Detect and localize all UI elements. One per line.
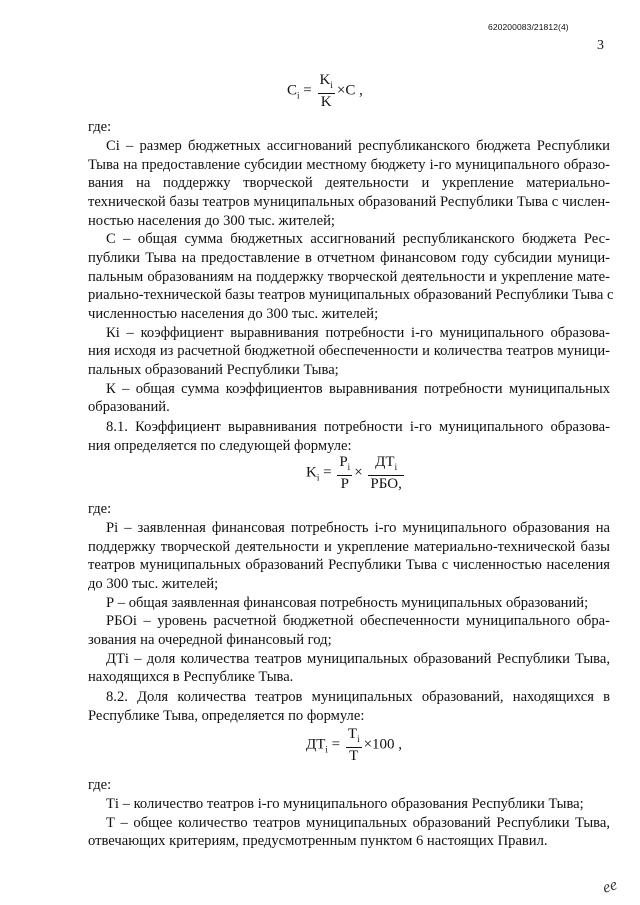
text-line: пальным образованиям на поддержку творческой деятельности и укрепление мате- [88, 269, 610, 285]
text-line: Тi – количество театров i-го муниципального образования Республики Тыва; [106, 796, 584, 812]
formula-term: ДТ [306, 736, 326, 753]
handwritten-mark: ее [600, 876, 620, 897]
text-line: пальных образований Республики Тыва; [88, 362, 339, 378]
text-line: РБОi – уровень расчетной бюджетной обеспеченности муниципального обра- [106, 613, 610, 629]
formula-fraction [368, 454, 403, 492]
text-line: где: [88, 501, 112, 517]
formula-ci [287, 72, 363, 110]
text-line: С – общая сумма бюджетных ассигнований республиканского бюджета Рес- [106, 231, 610, 247]
text-line: Кi – коэффициент выравнивания потребности i-го муниципального образова- [106, 325, 610, 341]
formula-term: P [340, 476, 349, 492]
text-line: 8.1. Коэффициент выравнивания потребности i-го муниципального образова- [106, 419, 610, 435]
formula-term: ×C , [336, 82, 363, 99]
formula-term: ×100 , [363, 736, 403, 753]
text-line: Р – общая заявленная финансовая потребность муниципальных образований; [106, 595, 589, 611]
formula-term: K [306, 464, 317, 481]
text-line: технической базы театров муниципальных образований Республики Тыва с числен- [88, 194, 610, 210]
text-line: поддержку творческой деятельности и укрепление материально-технической базы [88, 539, 610, 555]
formula-subscript: i [357, 734, 360, 744]
text-line: театров муниципальных образований Республики Тыва с численностью населения [88, 557, 610, 573]
formula-times: × [354, 464, 363, 481]
text-line: где: [88, 119, 112, 135]
text-line: вания на поддержку творческой деятельности и укрепление материально- [88, 175, 610, 191]
document-code: 620200083/21812(4) [488, 22, 569, 32]
text-line: ния определяется по следующей формуле: [88, 438, 352, 454]
formula-term: K [320, 94, 332, 110]
formula-term: P [339, 454, 348, 470]
text-line: К – общая сумма коэффициентов выравнивания потребности муниципальных [106, 381, 610, 397]
formula-subscript: i [330, 80, 333, 90]
text-line: публики Тыва на предоставление в отчетном финансовом году субсидии муници- [88, 250, 610, 266]
text-line: ностью населения до 300 тыс. жителей; [88, 213, 335, 229]
formula-subscript: i [347, 462, 351, 472]
text-line: до 300 тыс. жителей; [88, 576, 219, 592]
formula-fraction [346, 726, 362, 764]
text-line: Тыва на предоставление субсидии местному бюджету i-го муниципального образо- [88, 157, 610, 173]
text-line: образований. [88, 399, 170, 415]
formula-subscript: i [325, 744, 328, 755]
formula-term: K [319, 72, 331, 88]
text-line: численностью населения до 300 тыс. жителей; [88, 306, 379, 322]
formula-subscript: i [394, 462, 398, 472]
formula-ki [306, 454, 406, 492]
formula-fraction [318, 72, 335, 110]
formula-equals: = [323, 464, 332, 481]
text-line: ния исходя из расчетной бюджетной обеспеченности и количества театров муници- [88, 343, 610, 359]
text-line: Т – общее количество театров муниципальных образований Республики Тыва, [106, 815, 610, 831]
page-number: 3 [597, 38, 604, 53]
formula-term: Т [347, 726, 358, 742]
text-line: Республике Тыва, определяется по формуле: [88, 708, 365, 724]
text-line: Сi – размер бюджетных ассигнований республиканского бюджета Республики [106, 138, 610, 154]
formula-equals: = [303, 82, 312, 99]
formula-fraction [337, 454, 352, 492]
text-line: Рi – заявленная финансовая потребность i-го муниципального образования на [106, 520, 610, 536]
formula-subscript: i [316, 472, 320, 483]
text-line: ДТi – доля количества театров муниципальных образований Республики Тыва, [106, 651, 610, 667]
formula-equals: = [331, 736, 341, 753]
text-line: где: [88, 777, 112, 793]
formula-term: РБО, [370, 476, 402, 492]
formula-subscript: i [297, 90, 300, 101]
text-line: 8.2. Доля количества театров муниципальных образований, находящихся в [106, 689, 610, 705]
formula-dti [306, 726, 402, 764]
text-line: зования на очередной финансовый год; [88, 632, 332, 648]
formula-term: Т [349, 748, 359, 764]
formula-term: C [287, 82, 298, 99]
text-line: отвечающих критериям, предусмотренным пунктом 6 настоящих Правил. [88, 833, 548, 849]
formula-term: ДТ [375, 454, 395, 470]
text-line: находящихся в Республике Тыва. [88, 669, 294, 685]
text-line: риально-технической базы театров муниципальных образований Республики Тыва с [88, 287, 614, 303]
